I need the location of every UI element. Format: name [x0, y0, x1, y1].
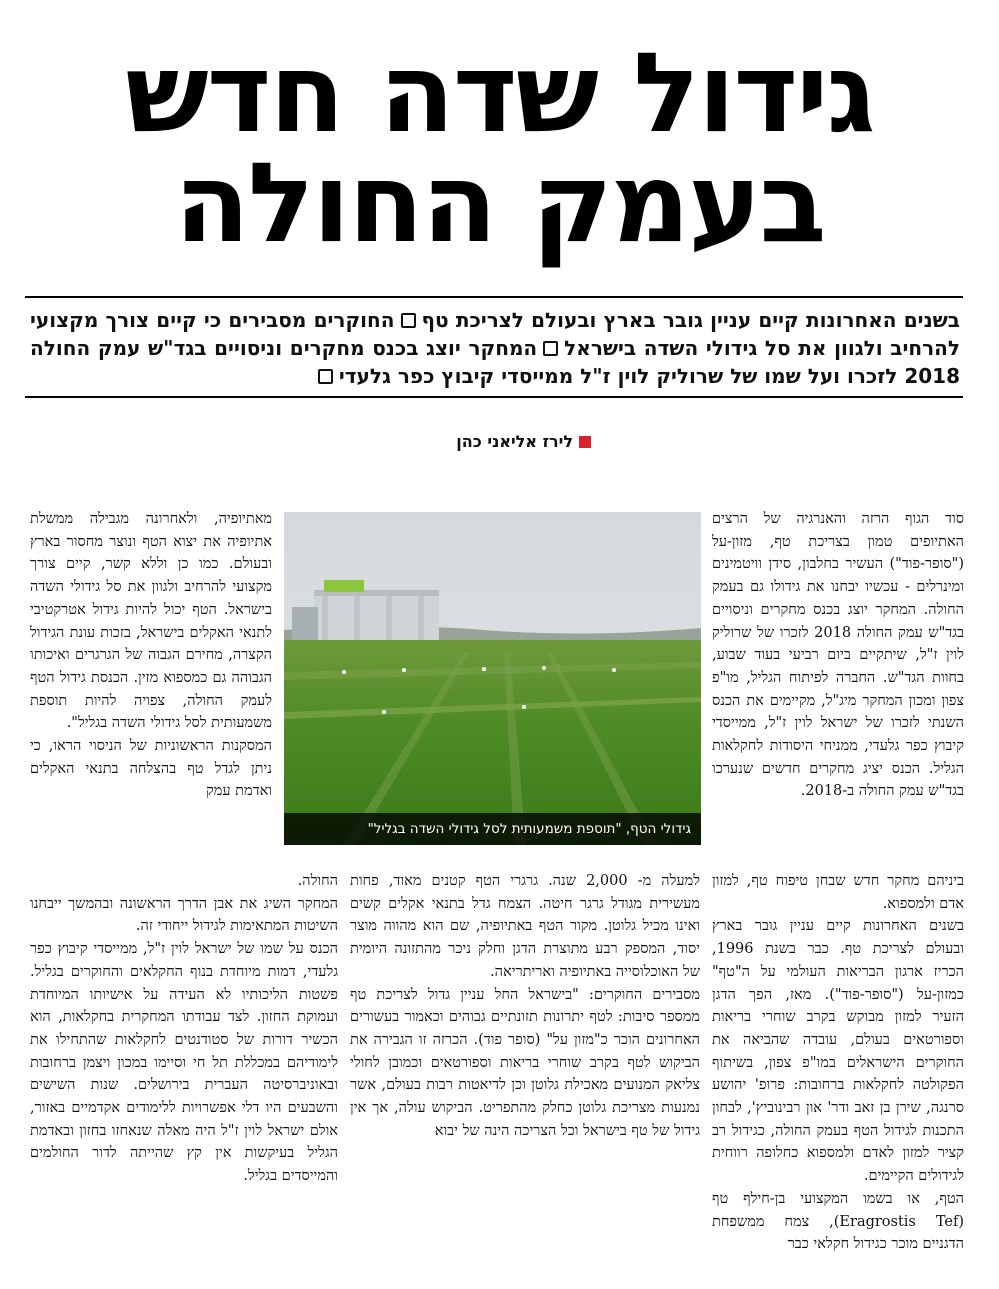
- article-paragraph: החולה.: [297, 873, 338, 889]
- column-right-bottom: [712, 870, 964, 1280]
- byline-author: לירז אליאני כהן: [456, 432, 573, 451]
- column-right-top: [712, 508, 964, 860]
- article-paragraph: המסקנות הראשוניות של הניסוי הראו, כי ניתן לגדל טף בהצלחה בתנאי האקלים ואדמת עמק: [30, 738, 272, 800]
- headline-line-2: בעמק החולה: [174, 139, 825, 267]
- red-square-icon: [579, 436, 591, 448]
- byline: [456, 432, 591, 451]
- top-rule: [25, 296, 963, 298]
- article-paragraph: בשנים האחרונות קיים עניין גובר בארץ ובעולם לצריכת טף. כבר בשנת 1996, הכריז ארגון הבריאות העולמי על ה"טף" כמזון-על ("סופר-פוד"). מאז, הפך הדגן הזעיר למזון מבוקש בקרב שוחרי בריאות וספורטאים בעולם, עובדה שהביאה את החוקרים הישראלים במו"פ צפון, בשיתוף הפקולטה לחקלאות ברחובות: פרופ' יהושע סרנגה, שירן בן זאב ודר' און רבינוביץ', לבחון התכנות לגידול הטף בעמק החולה, כגידול רב קציר למזון לאדם ולמספוא כחלופה רווחית לגידולים הקיימים.: [712, 918, 964, 1185]
- article-paragraph: הכנס על שמו של ישראל לוין ז"ל, ממייסדי קיבוץ כפר גלעדי, דמות מיוחדת בנוף החקלאים והחוקרים בגליל. פשטות הליכותיו לא העידה על אישיותו המיוחדת ועמוקת החזון. לצד עבודתו המחקרית בחקלאות, הוא הכשיר דורות של סטודנטים לחקלאות שהתחילו את לימודיהם במכללת תל חי וסיימו במכון ויצמן ברחובות ובאוניברסיטה העברית בירושלים. שנות השישים והשבעים היו דלי אפשרויות ללימודים אקדמיים באזור, אולם ישראל לוין ז"ל היה מאלה שנאחזו בחזון ובאדמת הגליל בעיקשות אין קץ שהייתה לדור החולמים והמייסדים בגליל.: [30, 941, 338, 1185]
- field-photo: [284, 512, 701, 845]
- subhead: [30, 306, 960, 390]
- headline-line-1: גידול שדה חדש: [125, 29, 874, 157]
- checkbox-bullet-icon: [401, 313, 416, 328]
- article-paragraph: הטף, או בשמו המקצועי בן-חילף טף (Eragrostis Tef), צמח ממשפחת הדגניים מוכר כגידול חקלאי כבר: [712, 1190, 964, 1253]
- photo-caption: גידולי הטף, "תוספת משמעותית לסל גידולי השדה בגליל": [284, 813, 701, 845]
- subhead-item-2: החוקרים מסבירים כי קיים צורך מקצועי להרחיב ולגוון את סל גידולי השדה בישראל: [30, 308, 960, 360]
- article-paragraph: למעלה מ- 2,000 שנה. גרגרי הטף קטנים מאוד, פחות מעשירית מגודל גרגר חיטה. הצמח גדל בתנאי אקלים קשים ואינו מכיל גלוטן. מקור הטף באתיופיה, שם הוא מהווה מוצר יסוד, המספק רבע מתוצרת הדגן וחלק ניכר מהתזונה היומית של האוכלוסייה באתיופיה ואריתריאה.: [350, 873, 700, 980]
- column-middle: [350, 870, 700, 1280]
- field-photo-graphic: [284, 512, 701, 845]
- article-paragraph: מאתיופיה, ולאחרונה מגבילה ממשלת אתיופיה את יצוא הטף ונוצר מחסור בארץ ובעולם. כמו כן וללא קשר, קיים צורך מקצועי להרחיב ולגוון את סל גידולי השדה בישראל. הטף יכול להיות גידול אטרקטיבי לתנאי האקלים בישראל, בזכות עונת הגידול הקצרה, מחירם הגבוה של הגרגרים ואיכותו הגבוהה גם כמספוא מזין. הכנסת גידול הטף לעמק החולה, צפויה להיות תוספת משמעותית לסל גידולי השדה בגליל".: [30, 511, 272, 732]
- bottom-rule: [25, 396, 963, 398]
- subhead-item-3: המחקר יוצג בכנס מחקרים וניסויים בגד"ש עמק החולה 2018 לזכרו ועל שמו של שרוליק לוין ז"ל ממייסדי קיבוץ כפר גלעדי: [30, 336, 960, 388]
- article-paragraph: המחקר השיג את אבן הדרך הראשונה ובהמשך ייבחנו השיטות המתאימות לגידול ייחודי זה.: [30, 895, 338, 935]
- subhead-item-1: בשנים האחרונות קיים עניין גובר בארץ ובעולם לצריכת טף: [421, 308, 960, 332]
- article-paragraph: סוד הגוף הרזה והאנרגיה של הרצים האתיופים טמון בצריכת טף, מזון-על ("סופר-פוד") העשיר בחלבון, סידן וויטמינים ומינרלים - עכשיו יבחנו את גידולו גם בעמק החולה. המחקר יוצג בכנס מחקרים וניסויים בגד"ש עמק החולה 2018 לזכרו של שרוליק לוין ז"ל, שיתקיים ביום רביעי בעוד שבוע, בחוות הגד"ש. החברה לפיתוח הגליל, מו"פ צפון ומכון המחקר מיג"ל, מקיימים את הכנס השנתי לזכרו של ישראל לוין ז"ל, ממייסדי קיבוץ כפר גלעדי, ממניחי היסודות לחקלאות הגליל. הכנס יציג מחקרים חדשים שנערכו בגד"ש עמק החולה ב-2018.: [712, 511, 964, 800]
- checkbox-bullet-icon: [543, 341, 558, 356]
- article-paragraph: ביניהם מחקר חדש שבחן טיפוח טף, למזון אדם ולמספוא.: [712, 873, 964, 912]
- checkbox-bullet-icon: [318, 369, 333, 384]
- column-left-bottom: [30, 870, 338, 1280]
- column-left-top: [30, 508, 272, 860]
- article-paragraph: מסבירים החוקרים: "בישראל החל עניין גדול לצריכת טף ממספר סיבות: לטף יתרונות תזונתיים גבוהים וכאמור בעשורים האחרונים הוכר כ"מזון על" (סופר פוד). הכרזה זו הגבירה את הביקוש לטף בקרב שוחרי בריאות וספורטאים וכמובן לחולי צליאק המנועים מאכילת גלוטן וכן לדיאטות רבות בעולם, אשר נמנעות מצריכת גלוטן כחלק מהתפריט. הביקוש עולה, אך אין גידול של טף בישראל וכל הצריכה הינה של יבוא: [350, 986, 700, 1139]
